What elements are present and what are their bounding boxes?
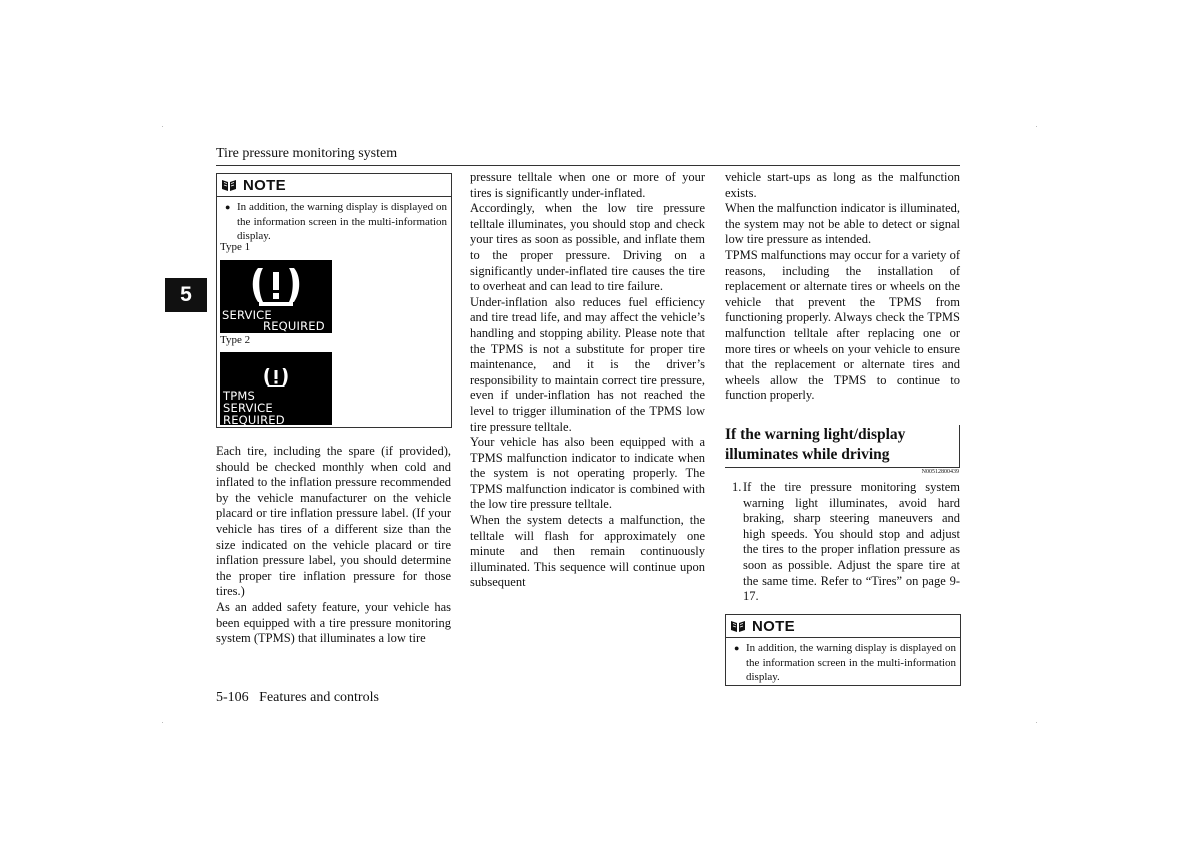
section-heading: If the warning light/display illuminates while driving	[725, 425, 960, 467]
type-2-label: Type 2	[220, 334, 251, 346]
display-line: SERVICE	[222, 308, 272, 322]
crop-mark	[162, 722, 163, 723]
tire-pressure-warning-icon	[262, 366, 290, 388]
display-line: SERVICE REQUIRED	[223, 401, 285, 427]
type-1-label: Type 1	[220, 241, 251, 253]
display-line: REQUIRED	[263, 319, 325, 333]
header-divider	[216, 165, 960, 166]
paragraph: Each tire, including the spare (if provided), should be checked monthly when cold and inflated to the inflation pressure recommended by the vehicle manufacturer on the vehicle placard or tire inflation pressure label. (If your vehicle has tires of a different size than the size indicated on the vehicle placard or tire inflation pressure label, you should determine the proper tire inflation pressure for those tires.)	[216, 444, 451, 599]
tpms-service-required-display	[220, 352, 332, 425]
footer-section: Features and controls	[259, 690, 379, 705]
paragraph: TPMS malfunctions may occur for a variety of reasons, including the installation of replacement or alternate tires or wheels on the vehicle that prevent the TPMS from functioning properly. Always check the TPMS malfunction telltale after replacing one or more tires or wheels on your vehicle to ensure that the replacement or alternate tires and wheels allow the TPMS to continue to function properly.	[725, 247, 960, 403]
column-3	[725, 170, 960, 404]
paragraph: When the malfunction indicator is illuminated, the system may not be able to detect or signal low tire pressure as intended.	[725, 201, 960, 247]
paragraph: Under-inflation also reduces fuel efficiency and tire tread life, and may affect the vehicle’s handling and stopping ability. Please note that the TPMS is not a substitute for proper tire maintenance, and it is the driver’s responsibility to maintain correct tire pressure, even if under-inflation has not reached the level to trigger illumination of the TPMS low tire pressure telltale.	[470, 294, 705, 434]
page-header: Tire pressure monitoring system	[216, 146, 398, 161]
paragraph: When the system detects a malfunction, the telltale will flash for approximately one minute and then remain continuously illuminated. This sequence will continue upon subsequent	[470, 513, 705, 590]
note-title: NOTE	[243, 176, 286, 194]
paragraph: Accordingly, when the low tire pressure telltale illuminates, you should stop and check your tires as soon as possible, and inflate them to the proper pressure. Driving on a significantly under-inflated tire causes the tire to overheat and can lead to tire failure.	[470, 201, 705, 294]
note-header	[217, 174, 451, 197]
crop-mark	[1036, 722, 1037, 723]
note-title: NOTE	[752, 617, 795, 635]
chapter-tab: 5	[165, 278, 207, 312]
note-bullet: ● In addition, the warning display is displayed on the information screen in the multi-information display.	[726, 638, 960, 687]
note-header	[726, 615, 960, 638]
service-required-display	[220, 260, 332, 333]
display-line: TPMS	[223, 389, 255, 403]
note-box	[216, 173, 452, 428]
book-icon	[730, 619, 746, 633]
paragraph: As an added safety feature, your vehicle has been equipped with a tire pressure monitoring system (TPMS) that illuminates a low tire	[216, 599, 451, 646]
item-text: If the tire pressure monitoring system warning light illuminates, avoid hard braking, sharp steering maneuvers and high speeds. You should stop and adjust the tires to the proper inflation pressure as soon as possible. Adjust the spare tire at the same time. Refer to “Tires” on page 9-17.	[743, 480, 960, 604]
column-1	[216, 444, 451, 647]
paragraph: pressure telltale when one or more of your tires is significantly under-inflated.	[470, 170, 705, 200]
note-box	[725, 614, 961, 686]
page-number: 5-106	[216, 690, 249, 705]
numbered-item	[732, 480, 960, 605]
book-icon	[221, 178, 237, 192]
note-bullet: ● In addition, the warning display is displayed on the information screen in the multi-information display.	[217, 197, 451, 246]
paragraph: vehicle start-ups as long as the malfunction exists.	[725, 170, 960, 200]
paragraph: Your vehicle has also been equipped with a TPMS malfunction indicator to indicate when the system is not operating properly. The TPMS malfunction indicator is combined with the low tire pressure telltale.	[470, 435, 705, 512]
crop-mark	[1036, 126, 1037, 127]
heading-divider	[725, 467, 960, 468]
tire-pressure-warning-icon	[248, 264, 304, 308]
reference-code: N00512800439	[921, 469, 959, 475]
item-number: 1.	[732, 480, 742, 494]
crop-mark	[162, 126, 163, 127]
page-footer	[216, 690, 379, 706]
column-2	[470, 170, 705, 591]
